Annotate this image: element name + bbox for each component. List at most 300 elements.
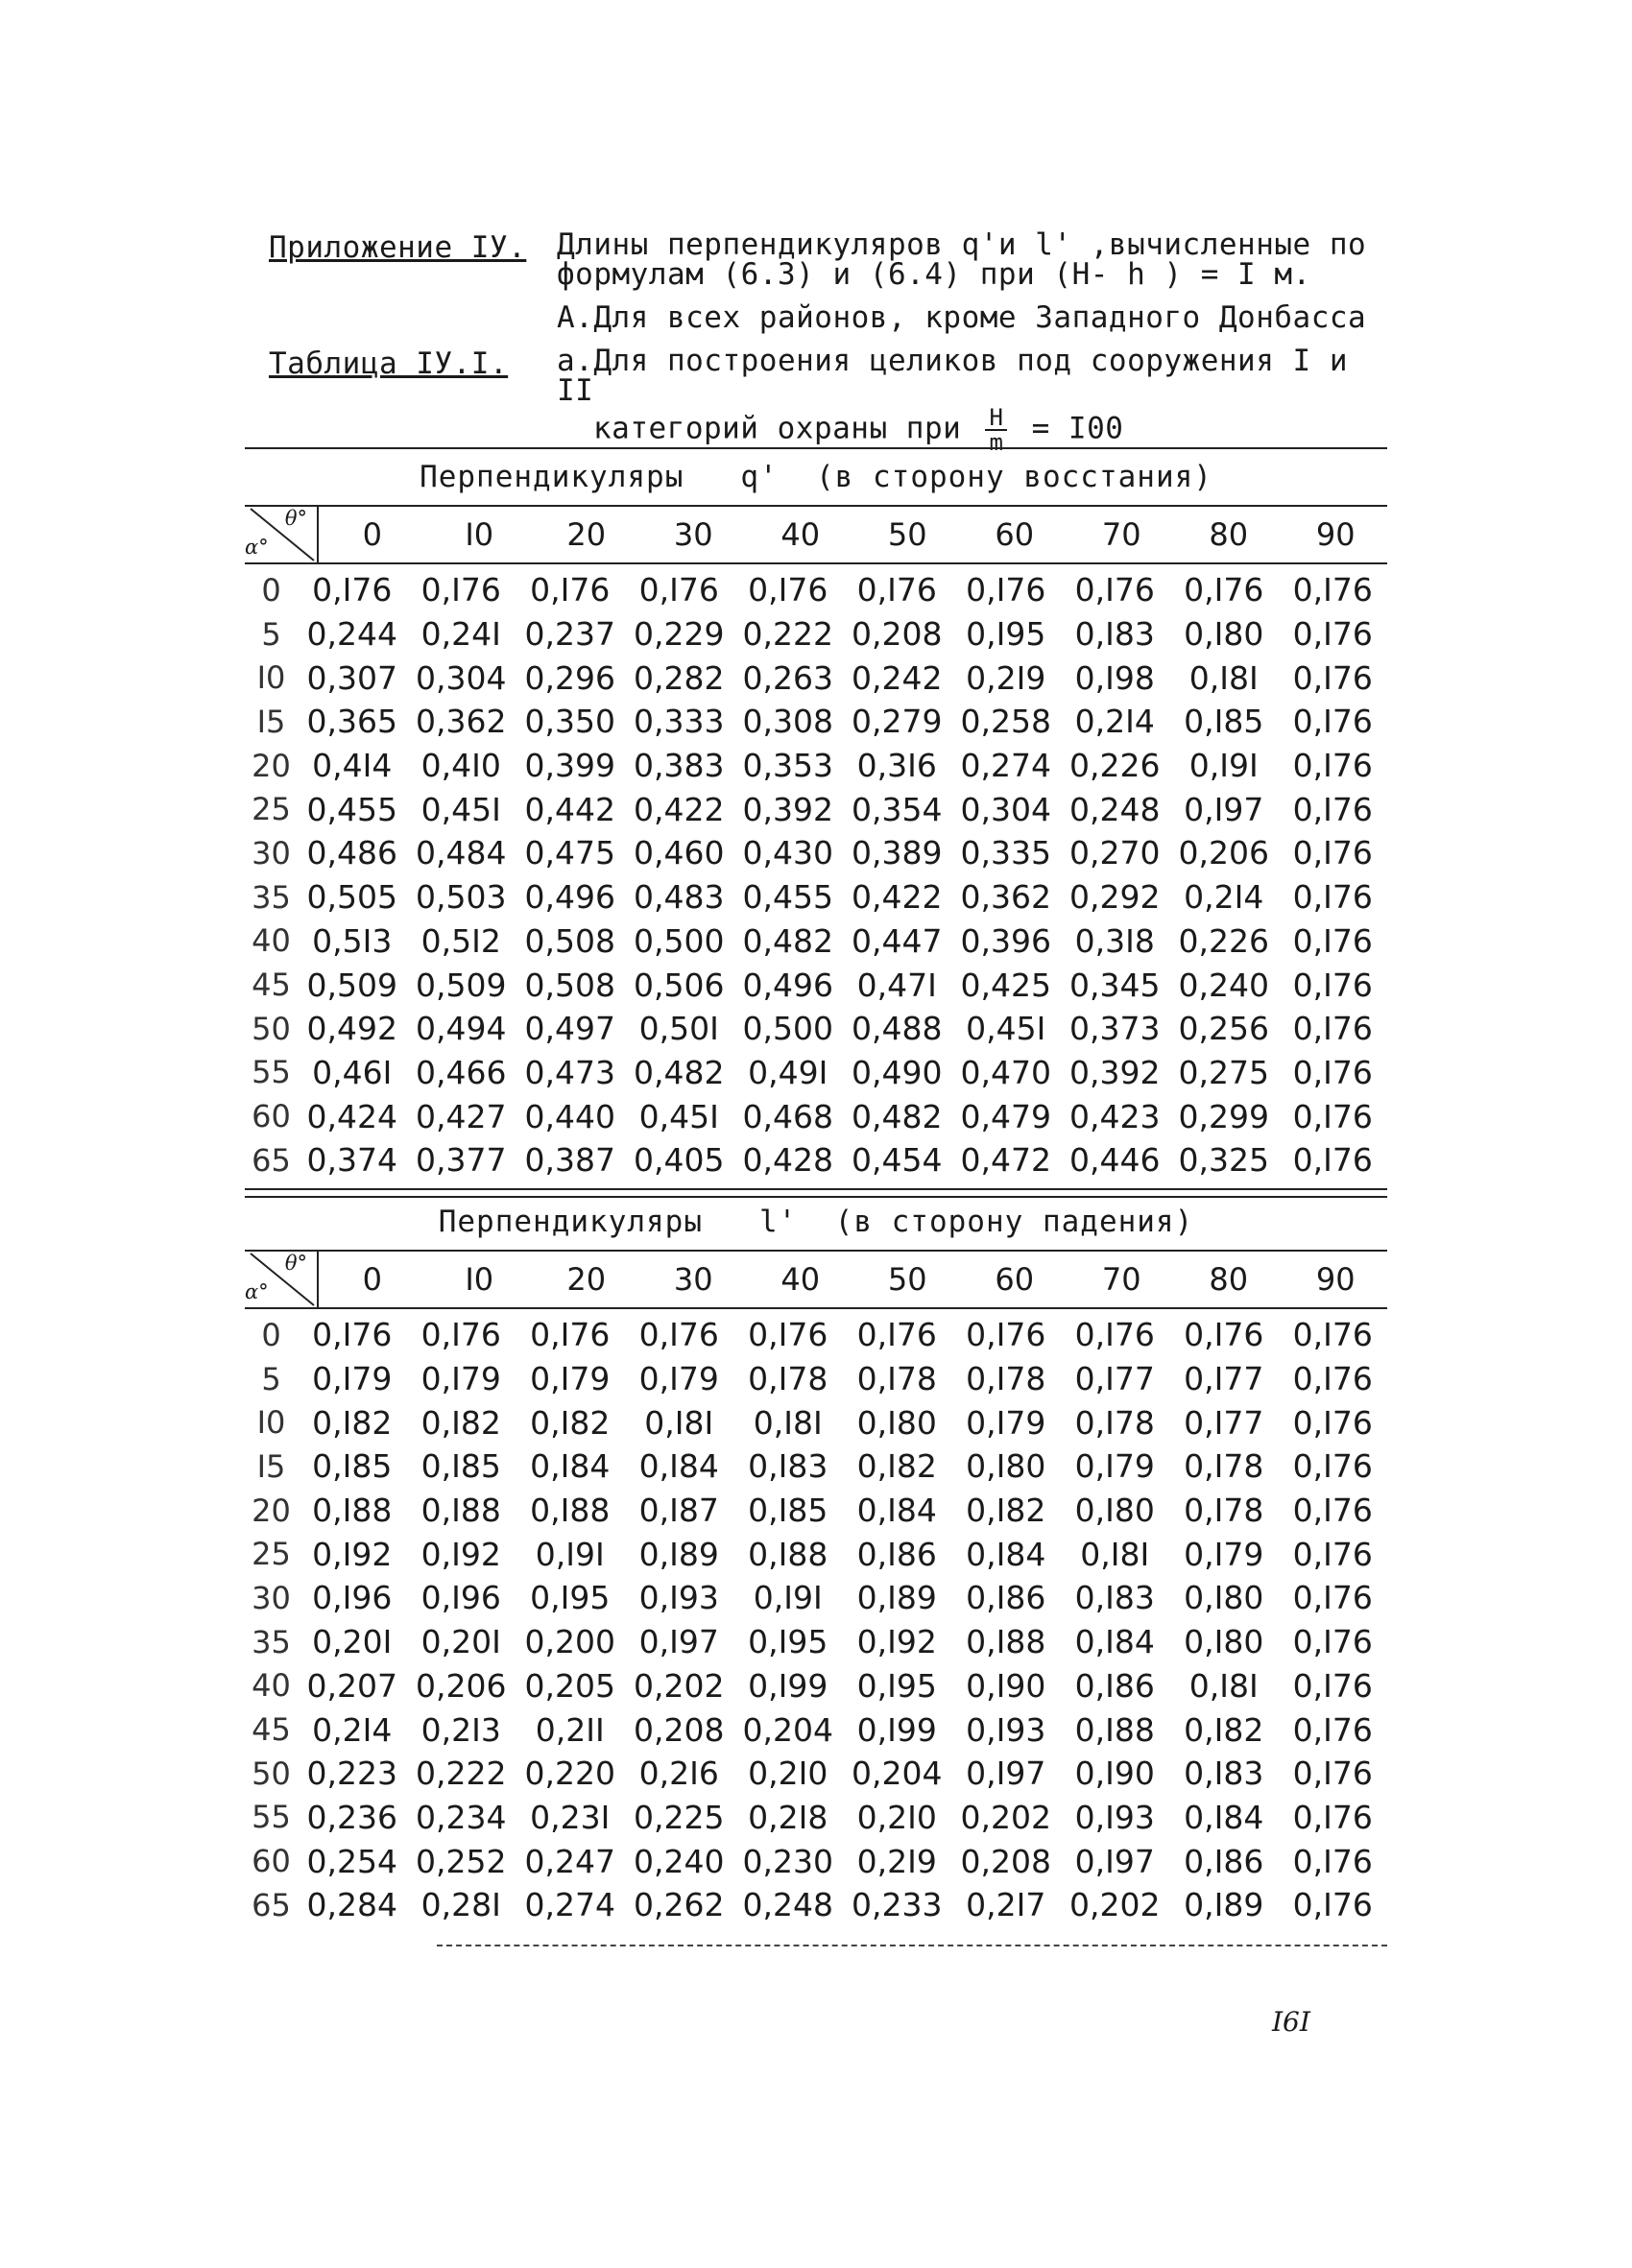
table-cell: 0,I9I [1188, 747, 1259, 785]
table-cell: 0,I76 [530, 1316, 611, 1354]
row-angle-label: 45 [252, 967, 291, 1004]
table-cell: 0,I83 [1184, 1755, 1264, 1793]
table-cell: 0,207 [306, 1666, 397, 1705]
table-cell: 0,I92 [856, 1623, 937, 1661]
column-header: I0 [465, 516, 494, 553]
table-cell: 0,440 [524, 1097, 615, 1135]
table-cell: 0,496 [742, 966, 833, 1004]
row-angle-label: 55 [252, 1799, 291, 1836]
title-text [557, 227, 1392, 292]
table-cell: 0,47I [856, 966, 937, 1004]
table-cell: 0,279 [852, 703, 943, 741]
table-row [245, 656, 1387, 700]
table-cell: 0,308 [742, 703, 833, 741]
table-cell: 0,I76 [856, 1316, 937, 1354]
table-cell: 0,226 [1069, 747, 1161, 785]
column-header: 70 [1101, 1261, 1141, 1298]
table-cell: 0,284 [306, 1886, 397, 1924]
appendix-label: Приложение IУ. [269, 230, 527, 265]
table-cell: 0,2I4 [1184, 878, 1264, 917]
table-cell: 0,242 [852, 658, 943, 697]
table-cell: 0,45I [638, 1097, 719, 1135]
table-cell: 0,247 [524, 1842, 615, 1880]
table-cell: 0,2I0 [856, 1798, 937, 1836]
table-cell: 0,I78 [1074, 1403, 1155, 1442]
row-angle-label: 25 [252, 1536, 291, 1573]
table-cell: 0,I76 [1292, 1403, 1373, 1442]
table-cell: 0,405 [634, 1141, 725, 1180]
table-cell: 0,I97 [1184, 790, 1264, 828]
table-cell: 0,I82 [530, 1403, 611, 1442]
theta-symbol: θ° [284, 507, 307, 530]
table-cell: 0,I78 [856, 1360, 937, 1398]
table-cell: 0,I88 [420, 1492, 501, 1530]
column-header: 30 [673, 1261, 713, 1298]
table-cell: 0,I80 [966, 1447, 1046, 1486]
table-cell: 0,I80 [1184, 1579, 1264, 1617]
table-cell: 0,2I8 [748, 1798, 828, 1836]
table-row [245, 963, 1387, 1007]
table-row [245, 1051, 1387, 1095]
table-row [245, 1576, 1387, 1620]
row-angle-label: 30 [252, 1579, 291, 1616]
table-cell: 0,237 [524, 615, 615, 654]
table-cell: 0,254 [306, 1842, 397, 1880]
table-cell: 0,45I [420, 790, 501, 828]
column-header: 50 [887, 1261, 927, 1298]
table-cell: 0,296 [524, 658, 615, 697]
table-cell: 0,I76 [1292, 1447, 1373, 1486]
table-cell: 0,482 [634, 1053, 725, 1091]
table-cell: 0,362 [416, 703, 507, 741]
table-cell: 0,206 [1178, 834, 1269, 872]
table-cell: 0,2I9 [856, 1842, 937, 1880]
table-cell: 0,374 [306, 1141, 397, 1180]
row-angle-label: 20 [252, 747, 291, 784]
row-angle-label: 30 [252, 834, 291, 871]
table-cell: 0,427 [416, 1097, 507, 1135]
table-cell: 0,I89 [856, 1579, 937, 1617]
table-cell: 0,I79 [312, 1360, 393, 1398]
table-cell: 0,I93 [966, 1710, 1046, 1749]
table-cell: 0,I82 [966, 1492, 1046, 1530]
table-cell: 0,I92 [420, 1535, 501, 1573]
theta-symbol: θ° [284, 1252, 307, 1275]
table-cell: 0,I78 [966, 1360, 1046, 1398]
table-cell: 0,I85 [420, 1447, 501, 1486]
table-cell: 0,244 [306, 615, 397, 654]
table-cell: 0,350 [524, 703, 615, 741]
table-cell: 0,345 [1069, 966, 1161, 1004]
table-cell: 0,274 [960, 747, 1051, 785]
table-cell: 0,4I0 [420, 747, 501, 785]
table-cell: 0,I8I [1188, 1666, 1259, 1705]
row-angle-label: 35 [252, 1623, 291, 1660]
table-row [245, 1313, 1387, 1357]
table-cell: 0,I86 [1074, 1666, 1155, 1705]
title-line-1: Длины перпендикуляров q'и l' ,вычисленные по [557, 227, 1367, 262]
table-cell: 0,I76 [856, 571, 937, 609]
alpha-symbol: α° [245, 1280, 269, 1303]
table-cell: 0,335 [960, 834, 1051, 872]
table-cell: 0,I76 [748, 571, 828, 609]
table-row [245, 1489, 1387, 1533]
table-cell: 0,430 [742, 834, 833, 872]
table-cell: 0,373 [1069, 1010, 1161, 1048]
table-cell: 0,479 [960, 1097, 1051, 1135]
table-cell: 0,200 [524, 1623, 615, 1661]
page-number: I6I [1272, 2006, 1310, 2038]
table-cell: 0,423 [1069, 1097, 1161, 1135]
table-cell: 0,20I [312, 1623, 393, 1661]
table-cell: 0,362 [960, 878, 1051, 917]
table-cell: 0,240 [1178, 966, 1269, 1004]
note-suffix: = I00 [1031, 411, 1124, 446]
table-cell: 0,I95 [530, 1579, 611, 1617]
table-cell: 0,I76 [1292, 834, 1373, 872]
table-cell: 0,I76 [420, 571, 501, 609]
table-cell: 0,484 [416, 834, 507, 872]
table-cell: 0,205 [524, 1666, 615, 1705]
table-cell: 0,I97 [1074, 1842, 1155, 1880]
table-title: Перпендикуляры l' (в сторону падения) [438, 1205, 1194, 1239]
table-cell: 0,473 [524, 1053, 615, 1091]
table-label-row [269, 346, 1392, 454]
column-header: 70 [1101, 516, 1141, 553]
table-cell: 0,I93 [1074, 1798, 1155, 1836]
table-cell: 0,I76 [1292, 1623, 1373, 1661]
table-cell: 0,I8I [753, 1403, 823, 1442]
table-cell: 0,I76 [1292, 571, 1373, 609]
table-cell: 0,I84 [856, 1492, 937, 1530]
table-cell: 0,I80 [1074, 1492, 1155, 1530]
table-cell: 0,I95 [856, 1666, 937, 1705]
table-cell: 0,I77 [1074, 1360, 1155, 1398]
table-cell: 0,2I4 [312, 1710, 393, 1749]
table-cell: 0,422 [634, 790, 725, 828]
table-cell: 0,204 [852, 1755, 943, 1793]
table-cell: 0,396 [960, 921, 1051, 960]
table-cell: 0,492 [306, 1010, 397, 1048]
table-row [245, 919, 1387, 964]
table-row [245, 787, 1387, 831]
table-cell: 0,208 [852, 615, 943, 654]
table-cell: 0,2I3 [420, 1710, 501, 1749]
table-cell: 0,503 [416, 878, 507, 917]
table-cell: 0,248 [1069, 790, 1161, 828]
table-cell: 0,202 [1069, 1886, 1161, 1924]
table-cell: 0,482 [742, 921, 833, 960]
column-header: 60 [995, 1261, 1035, 1298]
row-angle-label: 45 [252, 1711, 291, 1749]
table-row [245, 1664, 1387, 1708]
table-cell: 0,I9I [753, 1579, 823, 1617]
table-cell: 0,496 [524, 878, 615, 917]
table-row [245, 1357, 1387, 1401]
table-cell: 0,I84 [1074, 1623, 1155, 1661]
table-row [245, 1444, 1387, 1489]
table-cell: 0,I76 [1292, 1492, 1373, 1530]
table-cell: 0,24I [420, 615, 501, 654]
table-cell: 0,263 [742, 658, 833, 697]
row-angle-label: 25 [252, 791, 291, 828]
table-cell: 0,2I4 [1074, 703, 1155, 741]
row-angle-label: 5 [261, 615, 281, 653]
row-angle-label: 5 [261, 1360, 281, 1397]
table-cell: 0,2I9 [966, 658, 1046, 697]
table-row [245, 1883, 1387, 1927]
table-cell: 0,I78 [1184, 1447, 1264, 1486]
table-cell: 0,I99 [748, 1666, 828, 1705]
table-cell: 0,I88 [966, 1623, 1046, 1661]
note-prefix: категорий охраны при [593, 411, 962, 446]
table-cell: 0,I76 [1292, 1842, 1373, 1880]
table-cell: 0,I86 [966, 1579, 1046, 1617]
table-cell: 0,I83 [1074, 615, 1155, 654]
table-cell: 0,204 [742, 1710, 833, 1749]
row-angle-label: I5 [256, 703, 286, 740]
table-cell: 0,292 [1069, 878, 1161, 917]
table-cell: 0,I76 [748, 1316, 828, 1354]
table-row [245, 1620, 1387, 1664]
table-cell: 0,I79 [638, 1360, 719, 1398]
table-cell: 0,46I [312, 1053, 393, 1091]
table-cell: 0,490 [852, 1053, 943, 1091]
table-cell: 0,I76 [1292, 1010, 1373, 1048]
table-cell: 0,454 [852, 1141, 943, 1180]
table-cell: 0,399 [524, 747, 615, 785]
table-cell: 0,208 [960, 1842, 1051, 1880]
table-cell: 0,500 [634, 921, 725, 960]
table-cell: 0,I82 [856, 1447, 937, 1486]
table-row [245, 875, 1387, 919]
column-header: 50 [887, 516, 927, 553]
table-cell: 0,223 [306, 1755, 397, 1793]
table-cell: 0,I76 [1292, 921, 1373, 960]
table-cell: 0,I76 [1292, 658, 1373, 697]
table-cell: 0,258 [960, 703, 1051, 741]
table-cell: 0,262 [634, 1886, 725, 1924]
table-cell: 0,I82 [312, 1403, 393, 1442]
table-cell: 0,I87 [638, 1492, 719, 1530]
table-cell: 0,225 [634, 1798, 725, 1836]
table-cell: 0,I76 [530, 571, 611, 609]
table-cell: 0,304 [416, 658, 507, 697]
table-cell: 0,236 [306, 1798, 397, 1836]
table-cell: 0,240 [634, 1842, 725, 1880]
table-cell: 0,I76 [1292, 615, 1373, 654]
table-cell: 0,222 [416, 1755, 507, 1793]
table-cell: 0,5I3 [312, 921, 393, 960]
note-line-1: а.Для построения целиков под сооружения I и II [557, 344, 1349, 408]
row-angle-label: 0 [261, 1316, 281, 1353]
table-cell: 0,I95 [748, 1623, 828, 1661]
table-cell: 0,I76 [1292, 966, 1373, 1004]
table-cell: 0,I8I [1080, 1535, 1150, 1573]
table-cell: 0,252 [416, 1842, 507, 1880]
table-cell: 0,202 [960, 1798, 1051, 1836]
table-cell: 0,I88 [312, 1492, 393, 1530]
table-row [245, 1839, 1387, 1883]
table-cell: 0,I85 [312, 1447, 393, 1486]
table-cell: 0,28I [420, 1886, 501, 1924]
title-line-2: формулам (6.3) и (6.4) при (H- h ) = I м. [557, 257, 1311, 292]
table-cell: 0,I76 [1292, 1798, 1373, 1836]
table-cell: 0,208 [634, 1710, 725, 1749]
table-cell: 0,275 [1178, 1053, 1269, 1091]
table-cell: 0,2I7 [966, 1886, 1046, 1924]
row-angle-label: 65 [252, 1141, 291, 1179]
column-header: 40 [780, 516, 821, 553]
table-cell: 0,I76 [638, 571, 719, 609]
table-cell: 0,460 [634, 834, 725, 872]
column-header: 90 [1315, 516, 1356, 553]
row-angle-label: 0 [261, 571, 281, 609]
table-cell: 0,I76 [312, 571, 393, 609]
table-cell: 0,I76 [1292, 1886, 1373, 1924]
table-cell: 0,488 [852, 1010, 943, 1048]
table-cell: 0,I98 [1074, 658, 1155, 697]
row-angle-label: 55 [252, 1054, 291, 1091]
table-cell: 0,I76 [1292, 790, 1373, 828]
column-header: 60 [995, 516, 1035, 553]
table-cell: 0,234 [416, 1798, 507, 1836]
table-row [245, 1138, 1387, 1182]
row-angle-label: 40 [252, 1667, 291, 1705]
table-cell: 0,I76 [1292, 1097, 1373, 1135]
table-cell: 0,500 [742, 1010, 833, 1048]
table-cell: 0,I76 [1184, 571, 1264, 609]
table-cell: 0,447 [852, 921, 943, 960]
column-header: 80 [1209, 1261, 1249, 1298]
column-header: 40 [780, 1261, 821, 1298]
row-angle-label: 20 [252, 1492, 291, 1529]
table-row [245, 1707, 1387, 1752]
table-cell: 0,I76 [1292, 878, 1373, 917]
table-cell: 0,389 [852, 834, 943, 872]
table-cell: 0,3I8 [1074, 921, 1155, 960]
subtitle-row [269, 300, 1392, 335]
table-cell: 0,I76 [1292, 1710, 1373, 1749]
table-cell: 0,I80 [1184, 1623, 1264, 1661]
table-cell: 0,I79 [1184, 1535, 1264, 1573]
table-cell: 0,I79 [966, 1403, 1046, 1442]
row-angle-label: 50 [252, 1755, 291, 1792]
table-cell: 0,I78 [1184, 1492, 1264, 1530]
table-cell: 0,I79 [1074, 1447, 1155, 1486]
table-cell: 0,383 [634, 747, 725, 785]
table-cell: 0,274 [524, 1886, 615, 1924]
table-cell: 0,270 [1069, 834, 1161, 872]
table-cell: 0,I76 [1292, 1053, 1373, 1091]
table-row [245, 1400, 1387, 1444]
column-header: 0 [362, 1261, 382, 1298]
table-cell: 0,I88 [530, 1492, 611, 1530]
table-row [245, 744, 1387, 788]
table-cell: 0,I84 [1184, 1798, 1264, 1836]
table-cell: 0,I78 [748, 1360, 828, 1398]
row-angle-label: 50 [252, 1010, 291, 1047]
row-angle-label: I5 [256, 1447, 286, 1485]
table-cell: 0,I77 [1184, 1360, 1264, 1398]
table-cell: 0,I88 [1074, 1710, 1155, 1749]
table-cell: 0,I89 [1184, 1886, 1264, 1924]
table-cell: 0,I86 [1184, 1842, 1264, 1880]
table-cell: 0,I76 [312, 1316, 393, 1354]
table-cell: 0,509 [416, 966, 507, 1004]
table-cell: 0,I90 [966, 1666, 1046, 1705]
table-cell: 0,I93 [638, 1579, 719, 1617]
table-cell: 0,23I [530, 1798, 611, 1836]
table-cell: 0,2II [535, 1710, 605, 1749]
table-cell: 0,497 [524, 1010, 615, 1048]
table-cell: 0,I83 [1074, 1579, 1155, 1617]
table-cell: 0,I76 [420, 1316, 501, 1354]
table-cell: 0,I76 [1184, 1316, 1264, 1354]
table-cell: 0,425 [960, 966, 1051, 1004]
table-cell: 0,494 [416, 1010, 507, 1048]
table-cell: 0,466 [416, 1053, 507, 1091]
corner-cell [245, 507, 319, 562]
table-down-dip [245, 1194, 1387, 1927]
table-cell: 0,I84 [638, 1447, 719, 1486]
table-row [245, 831, 1387, 875]
table-cell: 0,455 [742, 878, 833, 917]
table-cell: 0,353 [742, 747, 833, 785]
table-cell: 0,256 [1178, 1010, 1269, 1048]
table-cell: 0,I76 [1292, 1360, 1373, 1398]
fraction-numerator: H [985, 406, 1007, 431]
column-header: 0 [362, 516, 382, 553]
table-cell: 0,230 [742, 1842, 833, 1880]
table-cell: 0,I76 [1292, 703, 1373, 741]
table-cell: 0,509 [306, 966, 397, 1004]
table-cell: 0,2I0 [748, 1755, 828, 1793]
table-cell: 0,392 [742, 790, 833, 828]
table-cell: 0,508 [524, 921, 615, 960]
table-title: Перпендикуляры q' (в сторону восстания) [420, 460, 1212, 494]
table-cell: 0,387 [524, 1141, 615, 1180]
table-cell: 0,333 [634, 703, 725, 741]
table-cell: 0,442 [524, 790, 615, 828]
row-angle-label: 65 [252, 1886, 291, 1923]
fraction-denominator: m [989, 429, 1004, 456]
table-cell: 0,I85 [748, 1492, 828, 1530]
table-cell: 0,377 [416, 1141, 507, 1180]
table-cell: 0,3I6 [856, 747, 937, 785]
table-cell: 0,2I6 [638, 1755, 719, 1793]
table-cell: 0,486 [306, 834, 397, 872]
table-cell: 0,I76 [1292, 1755, 1373, 1793]
table-body [245, 564, 1387, 1182]
table-cell: 0,222 [742, 615, 833, 654]
table-cell: 0,I76 [638, 1316, 719, 1354]
table-cell: 0,I8I [644, 1403, 714, 1442]
row-angle-label: 60 [252, 1098, 291, 1135]
document-header [269, 227, 1392, 456]
table-cell: 0,I76 [1292, 1535, 1373, 1573]
table-cell: 0,I76 [1292, 747, 1373, 785]
table-cell: 0,202 [634, 1666, 725, 1705]
table-cell: 0,I76 [966, 1316, 1046, 1354]
table-cell: 0,5I2 [420, 921, 501, 960]
table-cell: 0,I97 [638, 1623, 719, 1661]
column-header-row [245, 505, 1387, 564]
table-cell: 0,424 [306, 1097, 397, 1135]
table-row [245, 568, 1387, 612]
table-cell: 0,226 [1178, 921, 1269, 960]
column-header: 20 [566, 516, 607, 553]
